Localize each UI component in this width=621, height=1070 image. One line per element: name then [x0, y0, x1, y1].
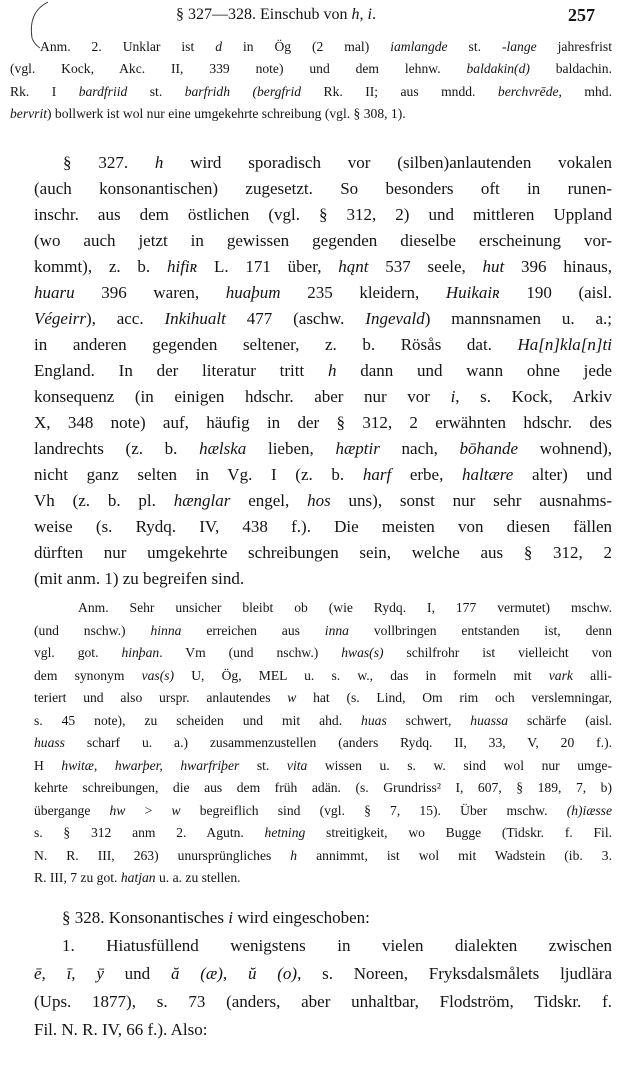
text-run: wird sporadisch vor (silben)anlautenden vokalen [163, 153, 612, 172]
text-line [34, 386, 612, 408]
text-line [34, 757, 612, 775]
text-line [34, 308, 612, 330]
text-line [34, 802, 612, 820]
text-line [78, 599, 612, 617]
text-run: alter) und [513, 465, 612, 484]
italic-term: hinna [150, 622, 182, 638]
italic-term: i [228, 908, 233, 927]
text-run: begreiflich sind (vgl. § 7, 15). Über mschw. [180, 802, 567, 818]
italic-term: hatjan [120, 870, 156, 885]
italic-term: barfridh (bergfrid [184, 83, 302, 99]
text-line [40, 38, 612, 56]
text-run: schwert, [386, 712, 471, 728]
italic-term: hw [109, 802, 126, 818]
text-run: hat (s. Lind, Om rim och verslemningar, [296, 690, 612, 705]
text-run: Anm. 2. Unklar ist [40, 39, 216, 54]
italic-term: h [327, 361, 337, 380]
running-title-part: § 327—328. Einschub von [176, 6, 352, 23]
running-title-part: . [372, 6, 376, 23]
text-run: , s. Noreen, Fryksdalsmålets ljudlära [297, 964, 612, 983]
text-run: in Ög (2 mal) [221, 39, 391, 54]
text-run: konsequenz (in einigen hdschr. aber nur vor [34, 387, 451, 406]
text-run: ) bollwerk ist wol nur eine umgekehrte schreibung (vgl. § 308, 1). [47, 106, 406, 122]
italic-term: bōhande [459, 439, 519, 458]
text-run: , mhd. [558, 83, 612, 99]
text-run: 477 (aschw. [225, 309, 366, 328]
text-line [34, 412, 612, 434]
italic-term: hifiʀ [166, 257, 198, 276]
text-run: > [125, 802, 172, 818]
text-run: dürften nur umgekehrte schreibungen sein, welche aus § 312, 2 [34, 543, 612, 562]
italic-term: hæptir [335, 439, 380, 458]
italic-term: (h)iæsse [566, 802, 612, 818]
italic-term: vita [286, 757, 308, 773]
text-line [34, 282, 612, 304]
text-run: alli- [572, 667, 612, 683]
text-run: vgl. got. [34, 645, 122, 660]
text-run: annimmt, ist wol mit Wadstein (ib. 3. [297, 847, 612, 863]
text-run: und [103, 964, 171, 983]
text-run: § 327. [63, 153, 155, 172]
text-run: übergange [34, 802, 110, 818]
text-run: jahresfrist [536, 39, 612, 54]
text-line [34, 568, 612, 590]
text-line [34, 847, 612, 865]
text-line [34, 334, 612, 356]
text-line [34, 360, 612, 382]
text-run: L. 171 über, [197, 257, 339, 276]
text-line [34, 824, 612, 842]
italic-term: Ha[n]kla[n]ti [517, 335, 612, 354]
text-run: dem synonym [34, 667, 142, 683]
text-run: s. 45 note), zu scheiden und mit ahd. [34, 712, 362, 728]
italic-term: Huikaiʀ [445, 283, 500, 302]
text-run: kommt), z. b. [34, 257, 167, 276]
text-run: ), acc. [85, 309, 165, 328]
italic-term: -lange [501, 39, 537, 54]
text-run: landrechts (z. b. [34, 439, 200, 458]
text-run: (wo auch jetzt in gewissen gegenden dieselbe erscheinung vor- [34, 231, 612, 250]
text-run: wohnend), [518, 439, 612, 458]
text-run: scharf u. a.) zusammenzustellen (anders Rydq. II, 33, V, 20 f.). [64, 735, 612, 750]
italic-term: ē, ī, ȳ [34, 964, 104, 983]
italic-term: i [450, 387, 456, 406]
text-run: U, Ög, MEL u. s. w., das in formeln mit [174, 667, 549, 683]
text-line [34, 963, 612, 985]
italic-term: baldakin(d) [466, 61, 530, 77]
italic-term: huaþum [225, 283, 281, 302]
text-run: erreichen aus [181, 622, 325, 638]
text-line [34, 667, 612, 685]
text-run: st. [447, 39, 502, 54]
text-run: wissen u. s. w. sind wol nur umge- [307, 757, 612, 773]
text-line [34, 689, 612, 707]
text-run: in anderen gegenden seltener, z. b. Rösås dat. [34, 335, 518, 354]
italic-term: hąnt [338, 257, 369, 276]
italic-term: harf [362, 465, 392, 484]
text-run: erbe, [391, 465, 462, 484]
text-line [34, 230, 612, 252]
italic-term: hetning [264, 825, 306, 840]
text-run: , s. Kock, Arkiv [455, 387, 612, 406]
text-run: (mit anm. 1) zu begreifen sind. [34, 569, 245, 588]
italic-term: huass [34, 735, 65, 750]
text-run: s. § 312 anm 2. Agutn. [34, 825, 265, 840]
text-run: 1. Hiatusfüllend wenigstens in vielen dialekten zwischen [62, 936, 612, 955]
text-run: 396 hinaus, [504, 257, 612, 276]
text-line [34, 779, 612, 797]
running-title [176, 4, 376, 26]
text-line [34, 734, 612, 752]
text-run: wird eingeschoben: [232, 908, 370, 927]
italic-term: Ingevald [365, 309, 425, 328]
text-run: baldachin. [529, 61, 612, 77]
text-line [34, 622, 612, 640]
text-line [34, 464, 612, 486]
text-run: . Vm (und nschw.) [159, 645, 342, 660]
italic-term: bervrit [10, 106, 47, 122]
italic-term: hinþan [121, 645, 160, 660]
text-line [34, 256, 612, 278]
italic-term: w [287, 690, 297, 705]
text-run: kehrte schreibungen, die aus dem früh adän. (s. Grundriss² I, 607, § 189, 7, b) [34, 780, 612, 795]
page-number: 257 [568, 5, 595, 25]
italic-term: ă (æ), ŭ (o) [170, 964, 298, 983]
text-line [62, 935, 612, 957]
text-line [34, 644, 612, 662]
text-run: nicht ganz selten in Vg. I (z. b. [34, 465, 363, 484]
italic-term: Inkihualt [164, 309, 226, 328]
text-line [34, 516, 612, 538]
text-line [10, 105, 612, 123]
text-run: engel, [230, 491, 308, 510]
text-run: Rk. I [10, 83, 79, 99]
text-run: Rk. II; aus mndd. [301, 83, 498, 99]
text-run: § 328. Konsonantisches [62, 908, 229, 927]
text-line [62, 907, 612, 929]
text-run: schilfrohr ist vielleicht von [383, 645, 612, 660]
text-line [34, 712, 612, 730]
text-run: Anm. Sehr unsicher bleibt ob (wie Rydq. I, 177 vermutet) mschw. [78, 600, 612, 615]
text-run: dann und wann ohne jede [336, 361, 612, 380]
text-line [10, 60, 612, 78]
text-line [34, 869, 612, 887]
text-run: Fil. N. R. IV, 66 f.). Also: [34, 1020, 208, 1039]
italic-term: haltære [462, 465, 514, 484]
italic-term: huaru [34, 283, 75, 302]
italic-term: hos [307, 491, 331, 510]
text-run: u. a. zu stellen. [155, 870, 241, 885]
text-line [34, 991, 612, 1013]
text-run: N. R. III, 263) unursprüngliches [34, 847, 291, 863]
text-run: uns), sonst nur sehr ausnahms- [330, 491, 612, 510]
text-run: 235 kleidern, [280, 283, 446, 302]
text-run: st. [239, 757, 287, 773]
text-run: 396 waren, [74, 283, 226, 302]
text-run: England. In der literatur tritt [34, 361, 328, 380]
italic-term: Végeirr [34, 309, 86, 328]
text-run: lieben, [246, 439, 336, 458]
italic-term: h [154, 153, 164, 172]
italic-term: hwitæ, hwarþer, hwarfriþer [61, 757, 240, 773]
text-run: H [34, 757, 62, 773]
italic-term: h [290, 847, 298, 863]
text-run: 190 (aisl. [499, 283, 612, 302]
italic-term: berchvrēde [497, 83, 559, 99]
italic-term: iamlangde [390, 39, 448, 54]
italic-term: w [171, 802, 181, 818]
text-run: weise (s. Rydq. IV, 438 f.). Die meisten von diesen fällen [34, 517, 612, 536]
italic-term: huassa [470, 712, 509, 728]
text-run: ) mannsnamen u. a.; [424, 309, 612, 328]
text-line [34, 204, 612, 226]
running-title-italic: h, i [351, 6, 372, 23]
text-run: nach, [379, 439, 460, 458]
text-run: vollbringen entstanden ist, denn [348, 622, 612, 638]
text-line [34, 438, 612, 460]
text-run: streitigkeit, wo Bugge (Tidskr. f. Fil. [305, 825, 612, 840]
text-line [34, 542, 612, 564]
text-line [34, 490, 612, 512]
italic-term: hælska [199, 439, 247, 458]
italic-term: bardfriid [78, 83, 128, 99]
italic-term: hænglar [173, 491, 231, 510]
text-run: Vh (z. b. pl. [34, 491, 174, 510]
text-run: schärfe (aisl. [508, 712, 612, 728]
text-run: inschr. aus dem östlichen (vgl. § 312, 2) und mittleren Uppland [34, 205, 612, 224]
text-run: R. III, 7 zu got. [34, 870, 121, 885]
italic-term: vark [548, 667, 573, 683]
text-run: 537 seele, [368, 257, 483, 276]
text-line [34, 1019, 612, 1041]
italic-term: vas(s) [141, 667, 175, 683]
italic-term: inna [324, 622, 349, 638]
text-run: X, 348 note) auf, häufig in der § 312, 2 erwähnten hdschr. des [34, 413, 612, 432]
text-line [34, 178, 612, 200]
text-run: (vgl. Kock, Akc. II, 339 note) und dem lehnw. [10, 61, 467, 77]
text-line [63, 152, 612, 174]
italic-term: hut [482, 257, 505, 276]
text-run: (und nschw.) [34, 622, 151, 638]
italic-term: hwas(s) [341, 645, 384, 660]
italic-term: d [215, 39, 222, 54]
text-run: teriert und also urspr. anlautendes [34, 690, 288, 705]
text-run: (auch konsonantischen) zugesetzt. So besonders oft in runen- [34, 179, 612, 198]
text-run: st. [127, 83, 185, 99]
italic-term: huas [361, 712, 387, 728]
text-run: (Ups. 1877), s. 73 (anders, aber unhaltbar, Flodström, Tidskr. f. [34, 992, 612, 1011]
text-line [10, 83, 612, 101]
